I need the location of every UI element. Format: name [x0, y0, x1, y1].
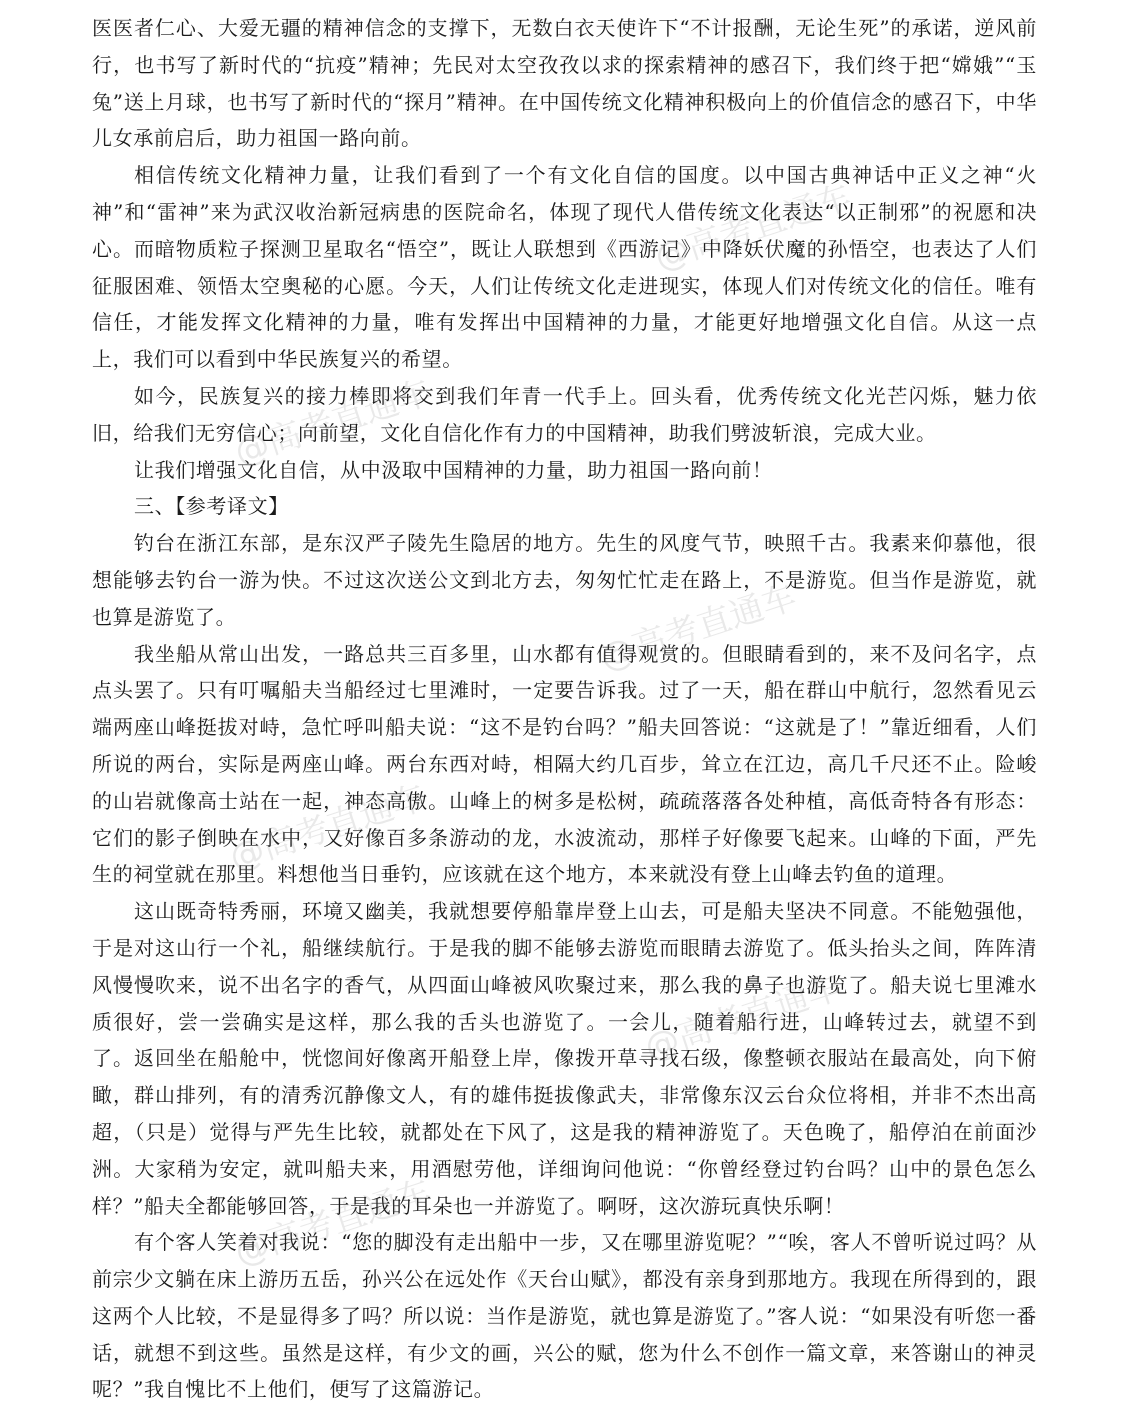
translation-paragraph-1: 钓台在浙江东部，是东汉严子陵先生隐居的地方。先生的风度气节，映照千古。我素来仰慕他，很想能够去钓台一游为快。不过这次送公文到北方去，匆匆忙忙走在路上，不是游览。但当作是游览，就也算是游览了。	[92, 531, 1037, 629]
essay-paragraph-4: 让我们增强文化自信，从中汲取中国精神的力量，助力祖国一路向前！	[134, 457, 773, 482]
document-page	[92, 10, 1037, 1408]
section-heading: 三、【参考译文】	[134, 494, 289, 519]
watermark: @高考直通车	[649, 177, 857, 279]
essay-paragraph-3: 如今，民族复兴的接力棒即将交到我们年青一代手上。回头看，优秀传统文化光芒闪烁，魅力依旧，给我们无穷信心；向前望，文化自信化作有力的中国精神，助我们劈波斩浪，完成大业。	[92, 383, 1037, 445]
essay-paragraph-1: 医医者仁心、大爱无疆的精神信念的支撑下，无数白衣天使许下“不计报酬，无论生死”的承诺，逆风前行，也书写了新时代的“抗疫”精神；先民对太空孜孜以求的探索精神的感召下，我们终于把“嫦娥”“玉兔”送上月球，也书写了新时代的“探月”精神。在中国传统文化精神积极向上的价值信念的感召下，中华儿女承前启后，助力祖国一路向前。	[92, 16, 1037, 151]
watermark: @高考直通车	[229, 1172, 437, 1274]
watermark: @高考直通车	[224, 777, 432, 879]
essay-paragraph-2: 相信传统文化精神力量，让我们看到了一个有文化自信的国度。以中国古典神话中正义之神“火神”和“雷神”来为武汉收治新冠病患的医院命名，体现了现代人借传统文化表达“以正制邪”的祝愿和决心。而暗物质粒子探测卫星取名“悟空”，既让人联想到《西游记》中降妖伏魔的孙悟空，也表达了人们征服困难、领悟太空奥秘的心愿。今天，人们让传统文化走进现实，体现人们对传统文化的信任。唯有信任，才能发挥文化精神的力量，唯有发挥出中国精神的力量，才能更好地增强文化自信。从这一点上，我们可以看到中华民族复兴的希望。	[92, 163, 1037, 372]
watermark: @高考直通车	[229, 372, 437, 474]
watermark: @高考直通车	[639, 967, 847, 1069]
translation-paragraph-3: 这山既奇特秀丽，环境又幽美，我就想要停船靠岸登上山去，可是船夫坚决不同意。不能勉强他，于是对这山行一个礼，船继续航行。于是我的脚不能够去游览而眼睛去游览了。低头抬头之间，阵阵清风慢慢吹来，说不出名字的香气，从四面山峰被风吹聚过来，那么我的鼻子也游览了。船夫说七里滩水质很好，尝一尝确实是这样，那么我的舌头也游览了。一会儿，随着船行进，山峰转过去，就望不到了。返回坐在船舱中，恍惚间好像离开船登上岸，像拨开草寻找石级，像整顿衣服站在最高处，向下俯瞰，群山排列，有的清秀沉静像文人，有的雄伟挺拔像武夫，非常像东汉云台众位将相，并非不杰出高超，（只是）觉得与严先生比较，就都处在下风了，这是我的精神游览了。天色晚了，船停泊在前面沙洲。大家稍为安定，就叫船夫来，用酒慰劳他，详细询问他说：“你曾经登过钓台吗？山中的景色怎么样？”船夫全都能够回答，于是我的耳朵也一并游览了。啊呀，这次游玩真快乐啊！	[92, 899, 1037, 1218]
translation-paragraph-4: 有个客人笑着对我说：“您的脚没有走出船中一步，又在哪里游览呢？”“唉，客人不曾听说过吗？从前宗少文躺在床上游历五岳，孙兴公在远处作《天台山赋》，都没有亲身到那地方。我现在所得到的，跟这两个人比较，不是显得多了吗？所以说：当作是游览，就也算是游览了。”客人说：“如果没有听您一番话，就想不到这些。虽然是这样，有少文的画，兴公的赋，您为什么不创作一篇文章，来答谢山的神灵呢？”我自愧比不上他们，便写了这篇游记。	[92, 1230, 1037, 1402]
watermark: @高考直通车	[594, 577, 802, 679]
translation-paragraph-2: 我坐船从常山出发，一路总共三百多里，山水都有值得观赏的。但眼睛看到的，来不及问名字，点点头罢了。只有叮嘱船夫当船经过七里滩时，一定要告诉我。过了一天，船在群山中航行，忽然看见云端两座山峰挺拔对峙，急忙呼叫船夫说：“这不是钓台吗？”船夫回答说：“这就是了！”靠近细看，人们所说的两台，实际是两座山峰。两台东西对峙，相隔大约几百步，耸立在江边，高几千尺还不止。险峻的山岩就像高士站在一起，神态高傲。山峰上的树多是松树，疏疏落落各处种植，高低奇特各有形态：它们的影子倒映在水中，又好像百多条游动的龙，水波流动，那样子好像要飞起来。山峰的下面，严先生的祠堂就在那里。料想他当日垂钓，应该就在这个地方，本来就没有登上山峰去钓鱼的道理。	[92, 641, 1037, 887]
